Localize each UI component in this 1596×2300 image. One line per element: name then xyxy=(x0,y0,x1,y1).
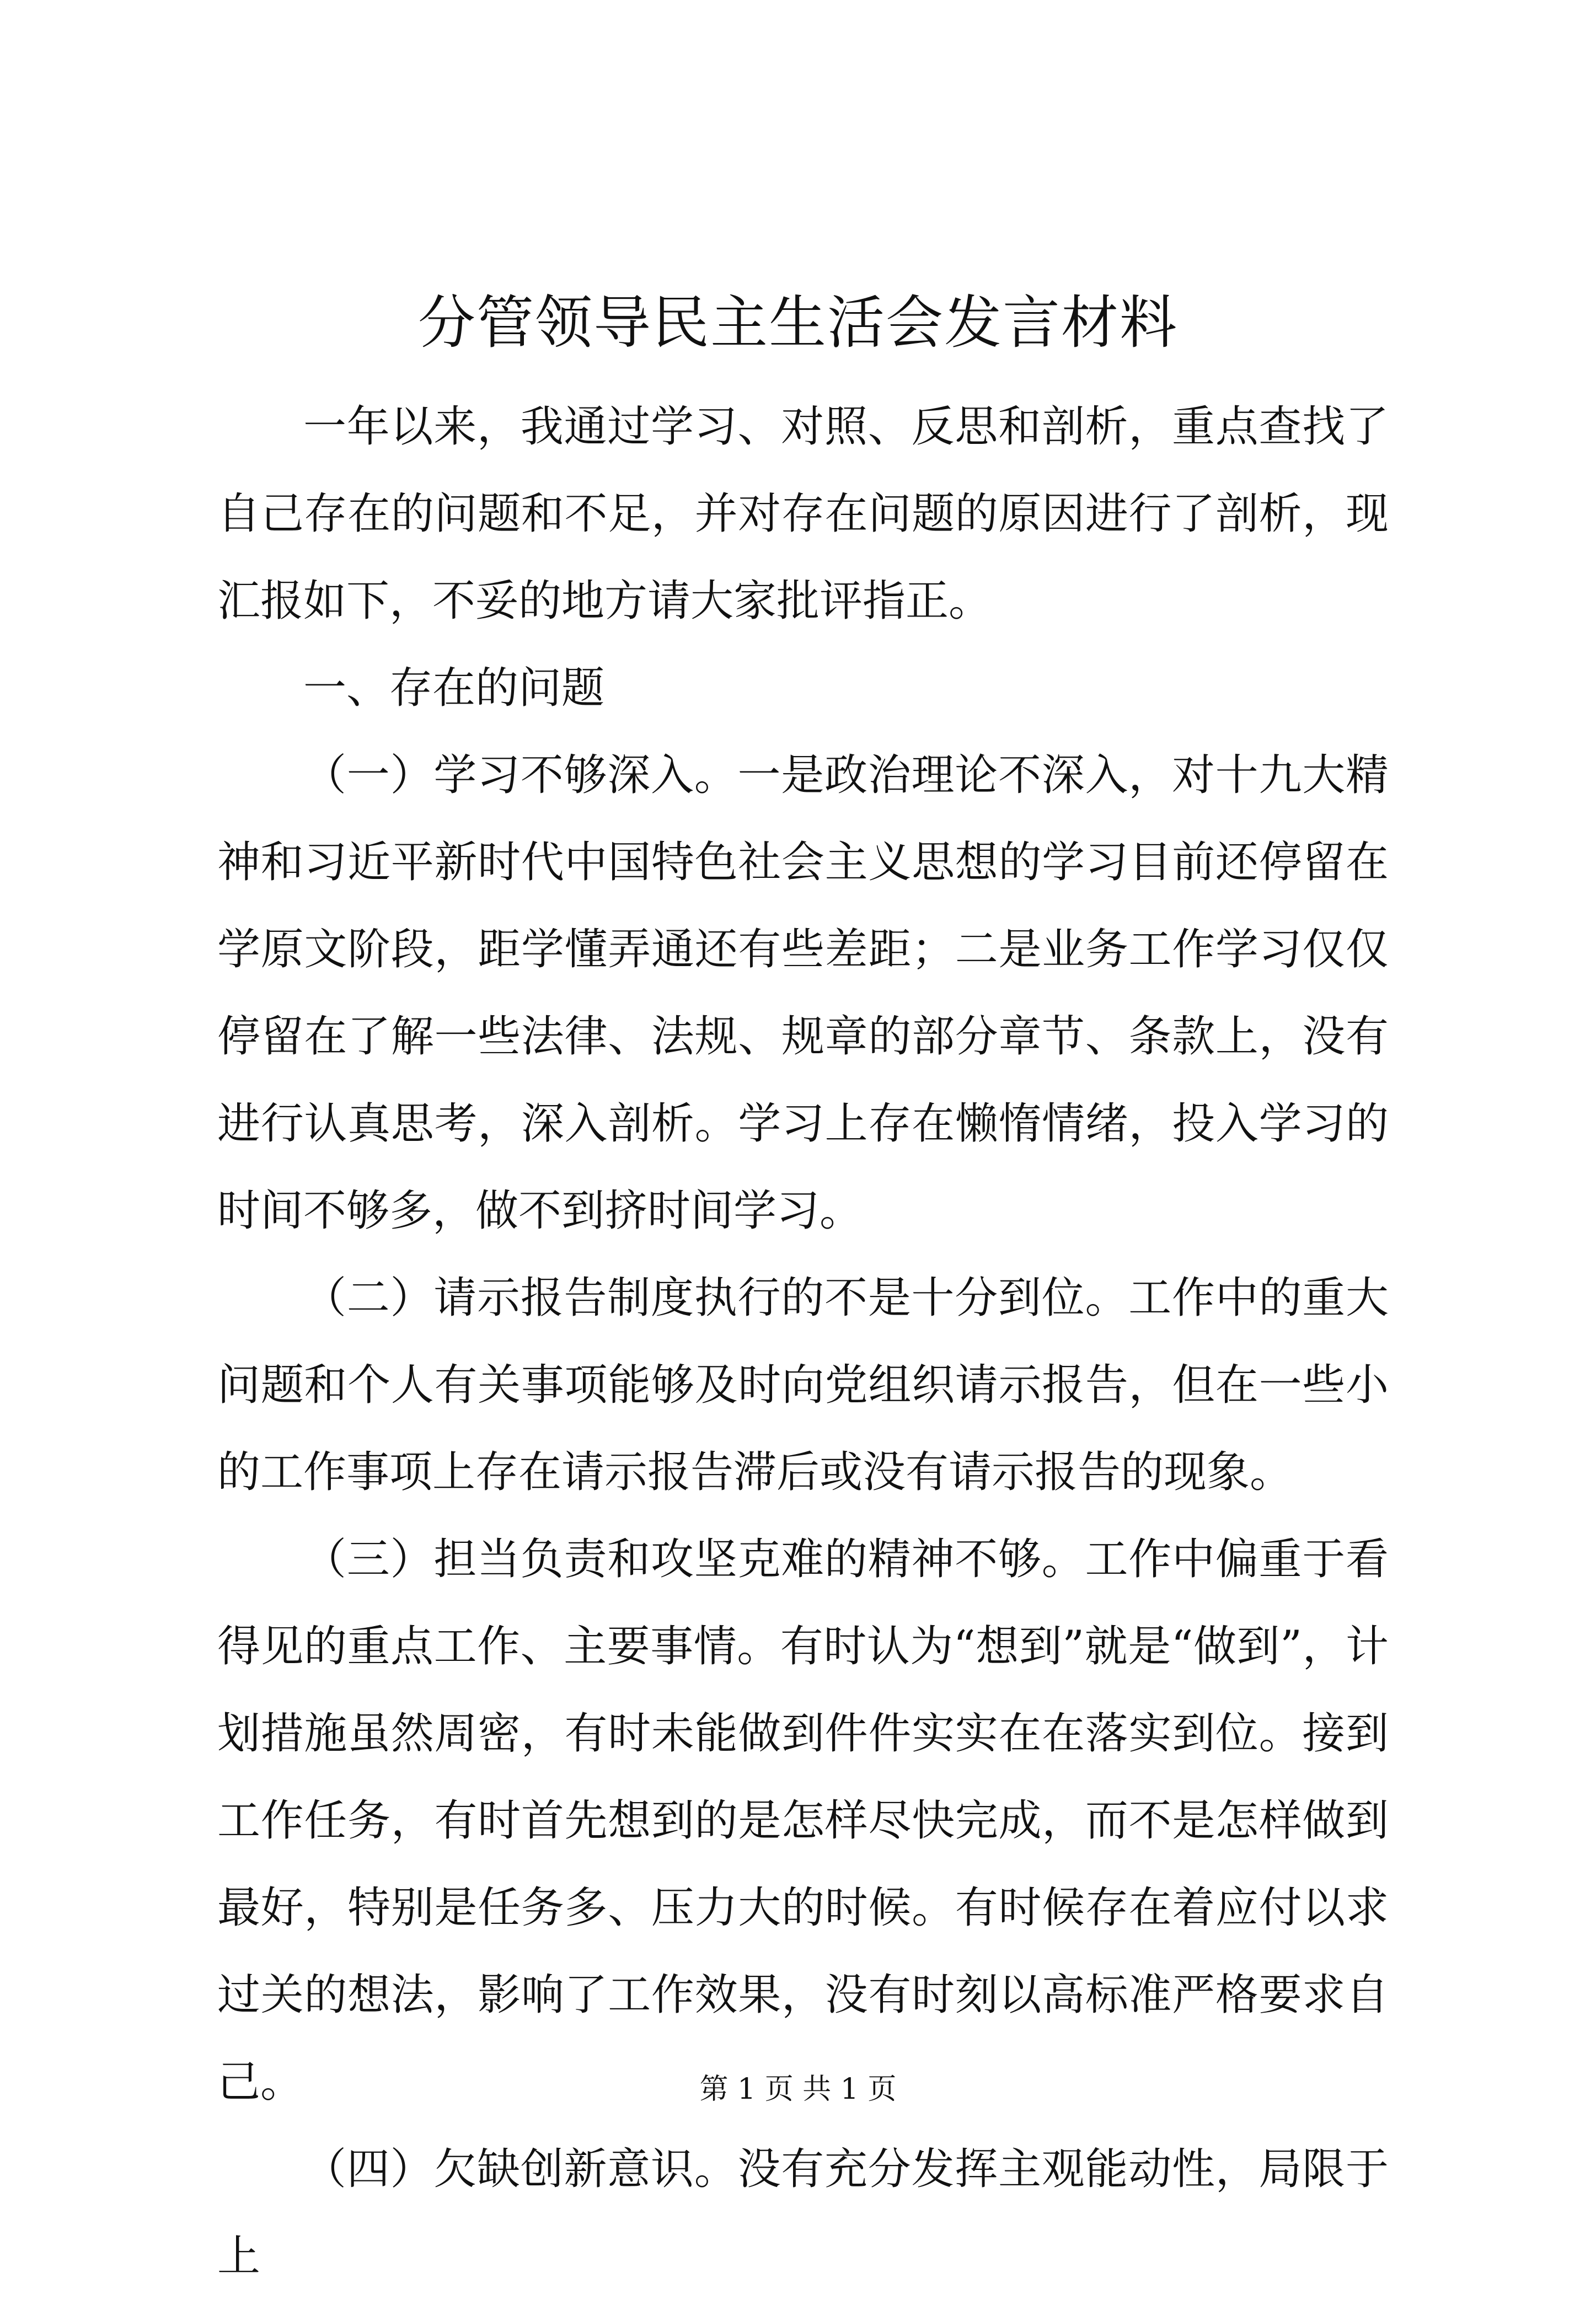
intro-paragraph: 一年以来，我通过学习、对照、反思和剖析，重点查找了自己存在的问题和不足，并对存在问题的原因进行了剖析，现汇报如下，不妥的地方请大家批评指正。 xyxy=(217,402,1389,626)
issue-paragraph-3: （三）担当负责和攻坚克难的精神不够。工作中偏重于看得见的重点工作、主要事情。有时认为“想到”就是“做到”，计划措施虽然周密，有时未能做到件件实实在在落实到位。接到工作任务，有时首先想到的是怎样尽快完成，而不是怎样做到最好，特别是任务多、压力大的时候。有时候存在着应付以求过关的想法，影响了工作效果，没有时刻以高标准严格要求自己。 xyxy=(217,1535,1389,2107)
document-body xyxy=(217,383,1389,2300)
issue-paragraph-1: （一）学习不够深入。一是政治理论不深入，对十九大精神和习近平新时代中国特色社会主义思想的学习目前还停留在学原文阶段，距学懂弄通还有些差距；二是业务工作学习仅仅停留在了解一些法律、法规、规章的部分章节、条款上，没有进行认真思考，深入剖析。学习上存在懒惰情绪，投入学习的时间不够多，做不到挤时间学习。 xyxy=(217,750,1389,1236)
issue-paragraph-2: （二）请示报告制度执行的不是十分到位。工作中的重大问题和个人有关事项能够及时向党组织请示报告，但在一些小的工作事项上存在请示报告滞后或没有请示报告的现象。 xyxy=(217,1273,1389,1497)
document-title: 分管领导民主生活会发言材料 xyxy=(417,289,1178,356)
page-footer: 第 1 页 共 1 页 xyxy=(699,2073,897,2106)
issue-paragraph-4: （四）欠缺创新意识。没有充分发挥主观能动性，局限于上 xyxy=(217,2144,1389,2281)
section-heading: 一、存在的问题 xyxy=(303,663,605,713)
